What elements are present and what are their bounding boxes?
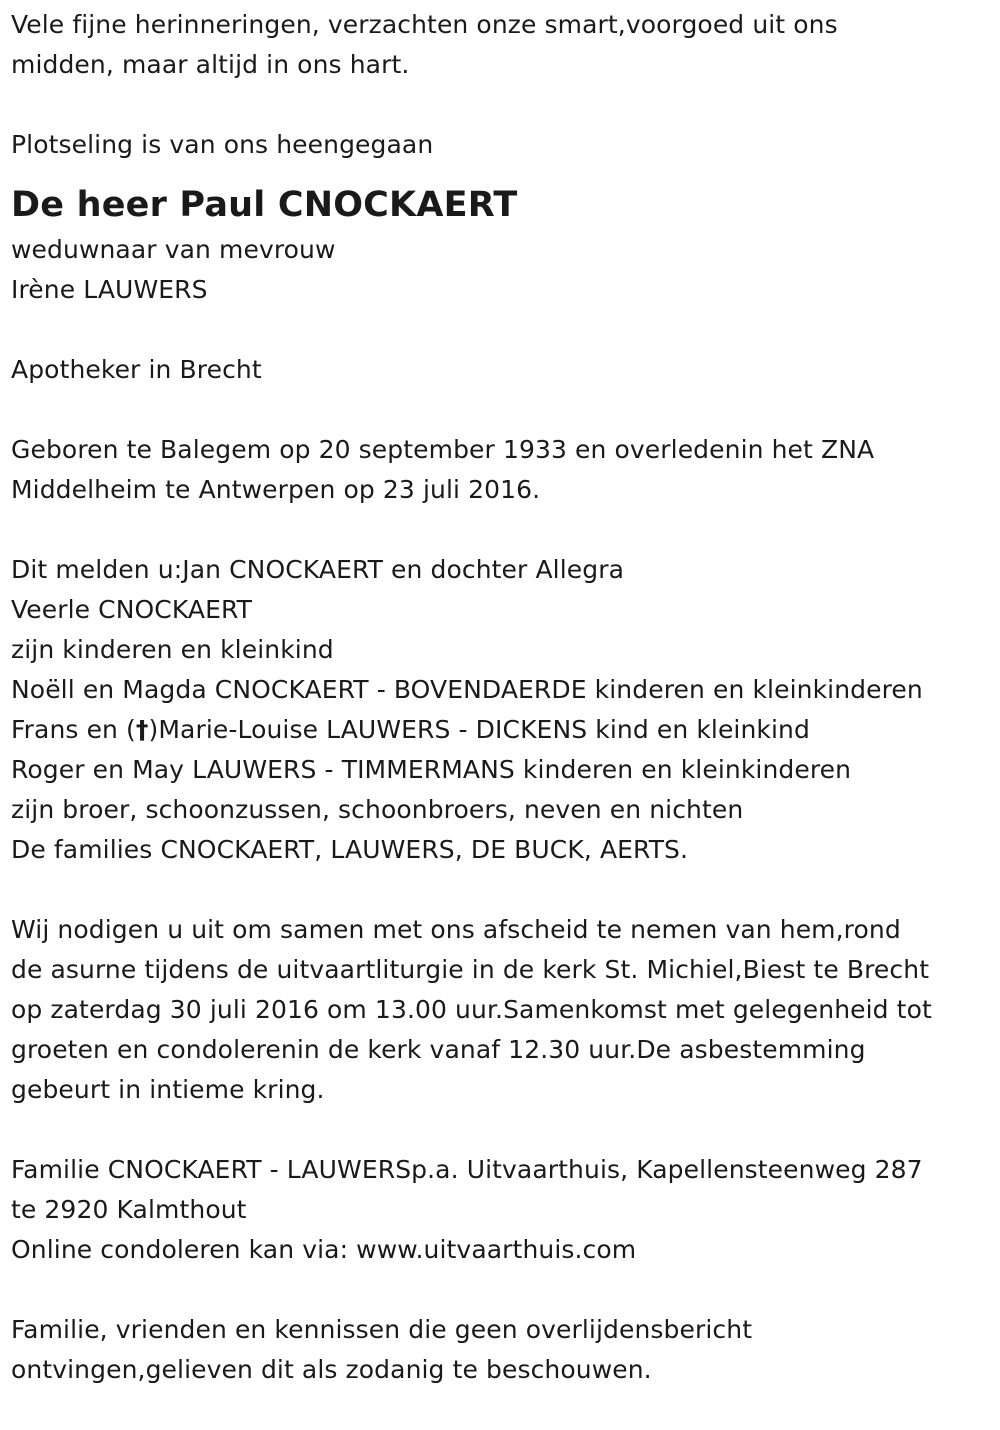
contact-line: Online condoleren kan via: www.uitvaarthuis.com [11,1235,637,1264]
closing-line: ontvingen,gelieven dit als zodanig te beschouwen. [11,1355,652,1384]
deceased-profession: Apotheker in Brecht [11,355,262,384]
family-line-prefix: Frans en ( [11,715,136,744]
family-line: zijn broer, schoonzussen, schoonbroers, neven en nichten [11,795,744,824]
opening-line: midden, maar altijd in ons hart. [11,50,410,79]
family-line-suffix: )Marie-Louise LAUWERS - DICKENS kind en kleinkind [148,715,810,744]
invitation-line: groeten en condolerenin de kerk vanaf 12.30 uur.De asbestemming [11,1035,866,1064]
invitation-paragraph [11,910,991,1110]
closing-line: Familie, vrienden en kennissen die geen overlijdensbericht [11,1315,753,1344]
invitation-line: de asurne tijdens de uitvaartliturgie in de kerk St. Michiel,Biest te Brecht [11,955,930,984]
invitation-line: Wij nodigen u uit om samen met ons afscheid te nemen van hem,rond [11,915,901,944]
spacer [11,310,991,350]
opening-verse [11,5,991,85]
contact-line: te 2920 Kalmthout [11,1195,247,1224]
family-line: Noëll en Magda CNOCKAERT - BOVENDAERDE kinderen en kleinkinderen [11,675,923,704]
deceased-name: De heer Paul CNOCKAERT [11,185,518,225]
deceased-relation: weduwnaar van mevrouw [11,235,336,264]
announcement: Plotseling is van ons heengegaan [11,130,434,159]
closing-paragraph [11,1310,991,1390]
invitation-line: op zaterdag 30 juli 2016 om 13.00 uur.Samenkomst met gelegenheid tot [11,995,932,1024]
birth-death-paragraph [11,430,991,510]
family-line: Roger en May LAUWERS - TIMMERMANS kinderen en kleinkinderen [11,755,852,784]
family-line: Veerle CNOCKAERT [11,595,253,624]
family-line [11,710,991,750]
spacer [11,870,991,910]
birth-death-line: Middelheim te Antwerpen op 23 juli 2016. [11,475,541,504]
cross-icon: † [135,715,149,744]
family-line: De families CNOCKAERT, LAUWERS, DE BUCK, AERTS. [11,835,689,864]
spacer [11,390,991,430]
obituary-notice [11,5,991,1390]
birth-death-line: Geboren te Balegem op 20 september 1933 en overledenin het ZNA [11,435,875,464]
opening-line: Vele fijne herinneringen, verzachten onze smart,voorgoed uit ons [11,10,838,39]
family-line: Dit melden u:Jan CNOCKAERT en dochter Allegra [11,555,625,584]
spacer [11,1270,991,1310]
invitation-line: gebeurt in intieme kring. [11,1075,325,1104]
spacer [11,85,991,125]
contact-line: Familie CNOCKAERT - LAUWERSp.a. Uitvaarthuis, Kapellensteenweg 287 [11,1155,923,1184]
spacer [11,510,991,550]
deceased-spouse: Irène LAUWERS [11,275,208,304]
family-list [11,550,991,870]
spacer [11,1110,991,1150]
contact-paragraph [11,1150,991,1270]
family-line: zijn kinderen en kleinkind [11,635,334,664]
